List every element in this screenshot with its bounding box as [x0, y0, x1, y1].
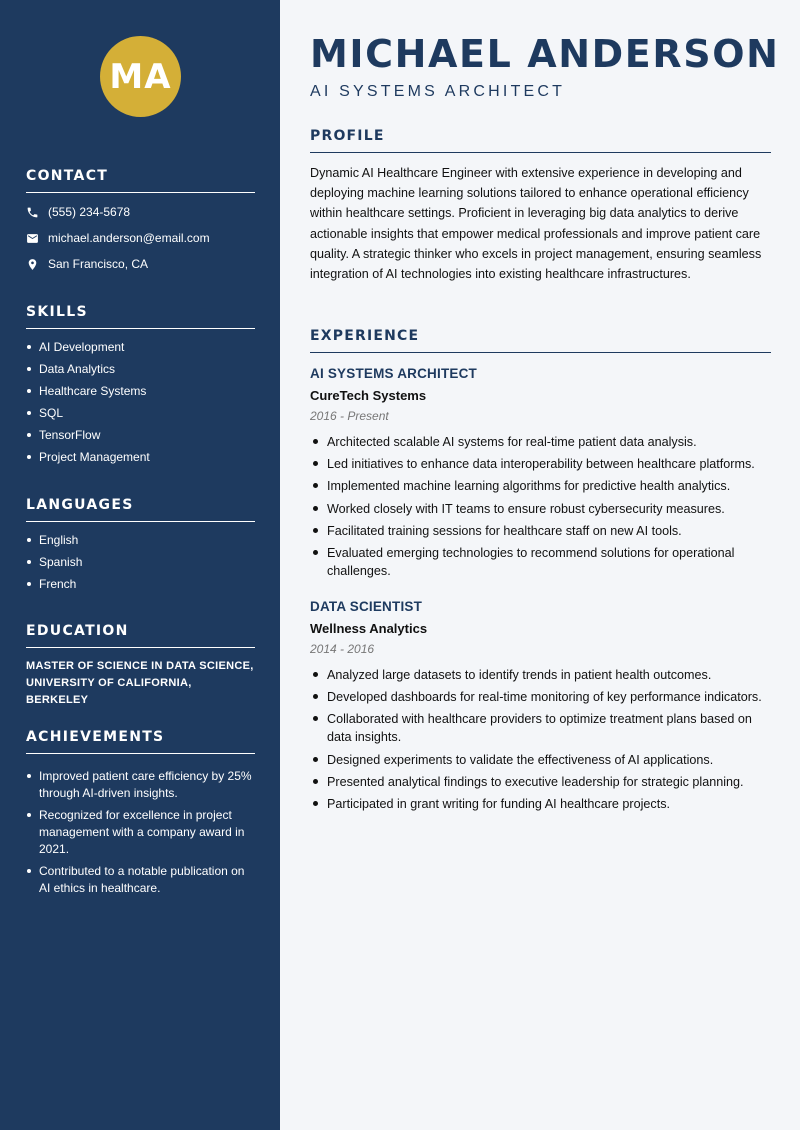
profile-heading: PROFILE [310, 128, 771, 153]
job-bullet: Developed dashboards for real-time monitoring of key performance indicators. [310, 688, 771, 706]
job-dates: 2016 - Present [310, 409, 389, 423]
skills-section [26, 304, 255, 471]
phone-icon [26, 206, 39, 219]
job-title: AI SYSTEMS ARCHITECT [310, 366, 478, 381]
education-degree [26, 658, 255, 709]
job-company: Wellness Analytics [310, 621, 428, 636]
job-bullet: Led initiatives to enhance data interoperability between healthcare platforms. [310, 455, 771, 473]
achievement-item: Recognized for excellence in project management with a company award in 2021. [26, 807, 255, 858]
contact-location [26, 251, 255, 277]
achievements-heading: ACHIEVEMENTS [26, 729, 255, 754]
skills-list [26, 339, 255, 465]
skill-item: TensorFlow [26, 427, 255, 443]
location-pin-icon [26, 258, 39, 271]
job-bullet: Designed experiments to validate the effectiveness of AI applications. [310, 751, 771, 769]
job-bullet: Implemented machine learning algorithms for predictive health analytics. [310, 477, 771, 495]
education-section [26, 623, 255, 709]
candidate-role: AI SYSTEMS ARCHITECT [310, 83, 566, 100]
education-line-1: MASTER OF SCIENCE IN DATA SCIENCE, [26, 660, 254, 672]
job-bullet: Analyzed large datasets to identify trends in patient health outcomes. [310, 666, 771, 684]
skill-item: Project Management [26, 449, 255, 465]
contact-section [26, 168, 255, 277]
language-item: French [26, 576, 255, 592]
achievement-item: Improved patient care efficiency by 25% through AI-driven insights. [26, 768, 255, 802]
job-bullet: Presented analytical findings to executive leadership for strategic planning. [310, 773, 771, 791]
skills-heading: SKILLS [26, 304, 255, 329]
skill-item: SQL [26, 405, 255, 421]
skill-item: Data Analytics [26, 361, 255, 377]
languages-section [26, 497, 255, 598]
job-bullet: Architected scalable AI systems for real-time patient data analysis. [310, 433, 771, 451]
job-bullet: Worked closely with IT teams to ensure robust cybersecurity measures. [310, 500, 771, 518]
job-dates: 2014 - 2016 [310, 642, 375, 656]
contact-email [26, 225, 255, 251]
skill-item: Healthcare Systems [26, 383, 255, 399]
email-icon [26, 232, 39, 245]
location-text: San Francisco, CA [48, 257, 149, 271]
job-company: CureTech Systems [310, 388, 427, 403]
achievements-section [26, 729, 255, 902]
job-bullets [310, 433, 771, 580]
email-text: michael.anderson@email.com [48, 231, 210, 245]
contact-heading: CONTACT [26, 168, 255, 193]
job-bullet: Participated in grant writing for funding AI healthcare projects. [310, 795, 771, 813]
job-bullet: Evaluated emerging technologies to recommend solutions for operational challenges. [310, 544, 771, 580]
language-item: English [26, 532, 255, 548]
achievement-item: Contributed to a notable publication on AI ethics in healthcare. [26, 863, 255, 897]
achievements-list [26, 768, 255, 897]
education-heading: EDUCATION [26, 623, 255, 648]
phone-text: (555) 234-5678 [48, 205, 131, 219]
language-item: Spanish [26, 554, 255, 570]
languages-list [26, 532, 255, 592]
contact-phone [26, 199, 255, 225]
job-title: DATA SCIENTIST [310, 599, 423, 614]
profile-text: Dynamic AI Healthcare Engineer with extensive experience in developing and deploying machine learning solutions tailored to enhance operational efficiency within healthcare settings. Proficient in leveraging big data analytics to derive actionable insights that empower medical professionals and improve patient care quality. A strategic thinker who excels in project management, ensuring seamless integration of AI technologies into existing healthcare infrastructures. [310, 166, 762, 282]
job-bullet: Facilitated training sessions for healthcare staff on new AI tools. [310, 522, 771, 540]
experience-heading: EXPERIENCE [310, 328, 771, 353]
job-bullets [310, 666, 771, 813]
sidebar [0, 0, 280, 1130]
job-entry [310, 366, 771, 584]
languages-heading: LANGUAGES [26, 497, 255, 522]
job-entry [310, 599, 771, 817]
education-line-2: UNIVERSITY OF CALIFORNIA, BERKELEY [26, 677, 192, 706]
avatar: MA [100, 36, 181, 117]
job-bullet: Collaborated with healthcare providers to optimize treatment plans based on data insights. [310, 710, 771, 746]
candidate-name: MICHAEL ANDERSON [310, 32, 780, 76]
skill-item: AI Development [26, 339, 255, 355]
